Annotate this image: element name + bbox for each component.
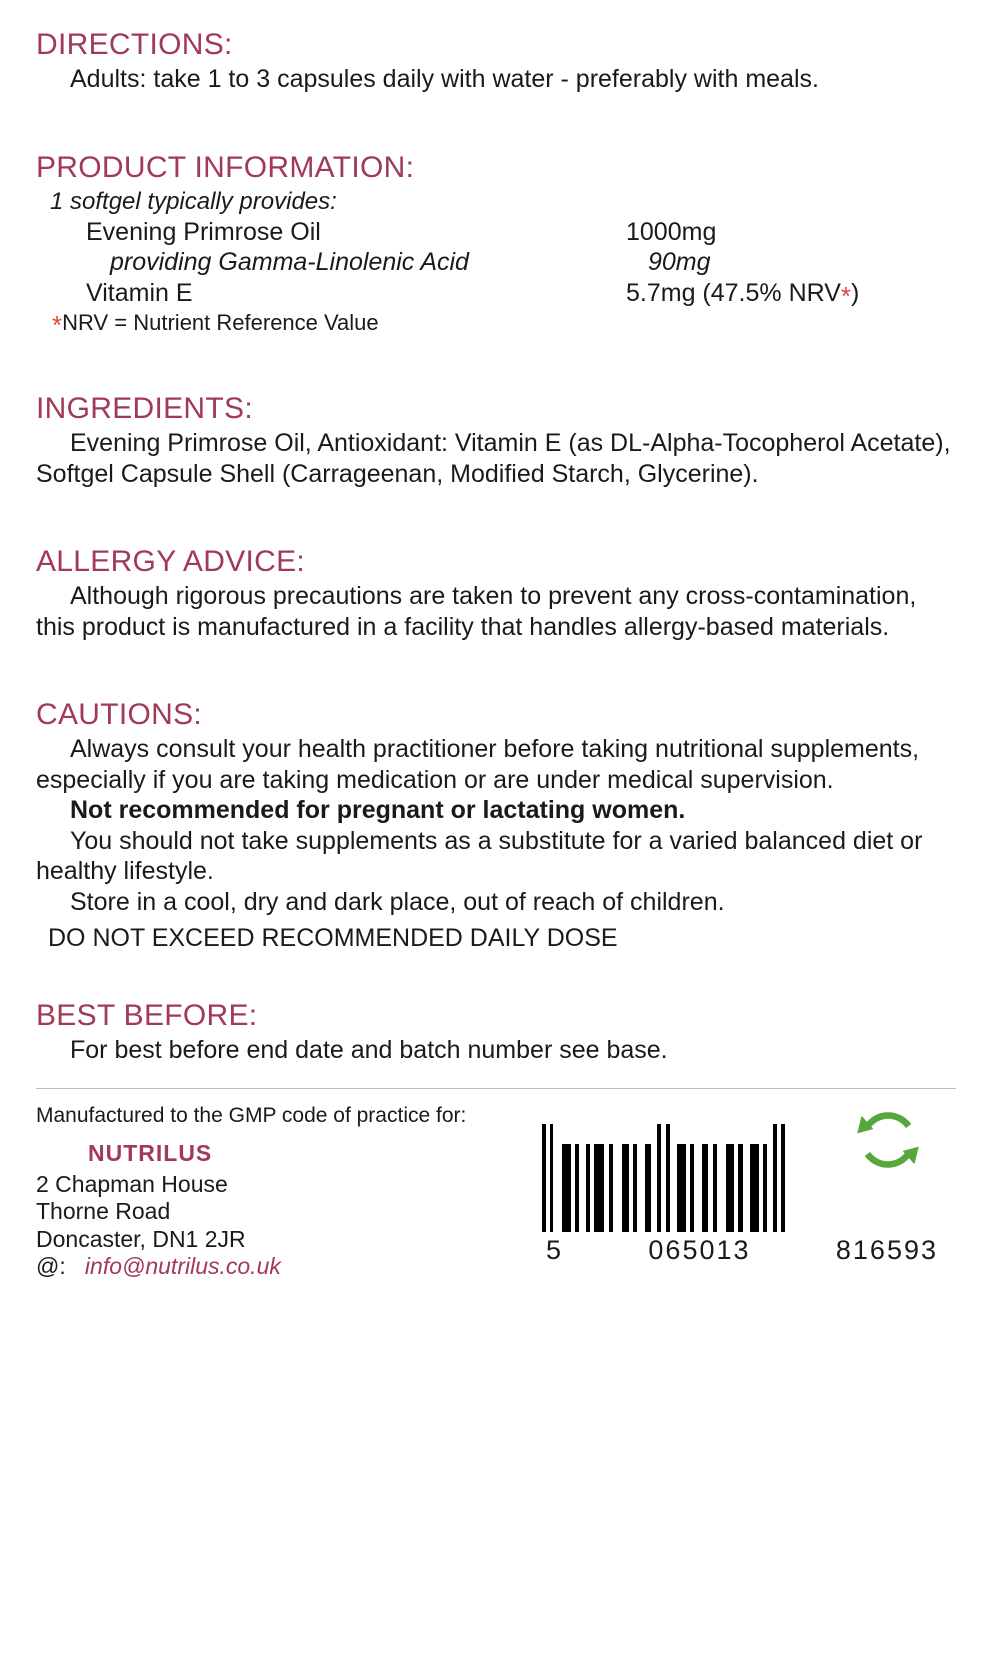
cautions-paragraph-3: Store in a cool, dry and dark place, out of reach of children. (70, 887, 725, 916)
cautions-heading: CAUTIONS: (36, 698, 203, 732)
barcode-bars (542, 1124, 942, 1232)
do-not-exceed-notice: DO NOT EXCEED RECOMMENDED DAILY DOSE (48, 924, 618, 953)
address-line-2: Thorne Road (36, 1198, 171, 1225)
address-line-3: Doncaster, DN1 2JR (36, 1225, 246, 1252)
product-information-lead: 1 softgel typically provides: (50, 187, 337, 215)
nutrient-amount-suffix: ) (851, 278, 860, 307)
barcode (542, 1124, 942, 1267)
spacer (36, 95, 956, 151)
table-row (36, 247, 956, 278)
best-before-text: For best before end date and batch number see base. (70, 1036, 668, 1065)
section-allergy-advice (36, 545, 956, 642)
asterisk-marker: * (840, 280, 852, 311)
table-row (36, 217, 956, 248)
email-address[interactable]: info@nutrilus.co.uk (84, 1253, 281, 1280)
barcode-lead-digit: 5 (546, 1234, 564, 1265)
product-information-heading: PRODUCT INFORMATION: (36, 150, 415, 184)
product-information-table (36, 217, 956, 309)
directions-text: Adults: take 1 to 3 capsules daily with water - preferably with meals. (70, 65, 819, 93)
nutrient-name: Evening Primrose Oil (86, 217, 321, 246)
barcode-digits (542, 1232, 942, 1267)
allergy-advice-heading: ALLERGY ADVICE: (36, 545, 306, 579)
nrv-footnote (52, 310, 956, 340)
footer-divider (36, 1088, 956, 1089)
nutrient-name: providing Gamma-Linolenic Acid (110, 248, 469, 276)
section-product-information (36, 150, 956, 340)
nutrient-amount: 1000mg (626, 217, 717, 246)
directions-heading: DIRECTIONS: (36, 28, 233, 61)
spacer (36, 642, 956, 698)
barcode-group-1: 065013 (648, 1234, 751, 1265)
nutrient-name: Vitamin E (86, 278, 193, 307)
address-line-1: 2 Chapman House (36, 1170, 228, 1197)
section-directions (36, 28, 956, 95)
nutrient-amount-value: 5.7mg (47.5% NRV (626, 278, 841, 307)
section-best-before (36, 999, 956, 1066)
ingredients-text: Evening Primrose Oil, Antioxidant: Vitamin E (as DL-Alpha-Tocopherol Acetate), Softgel Capsule Shell (Carrageenan, Modified Starch, Glycerine). (36, 429, 951, 488)
asterisk-marker: * (52, 310, 63, 340)
cautions-paragraph-1: Always consult your health practitioner before taking nutritional supplements, especially if you are taking medication or are under medical supervision. (36, 735, 920, 794)
nutrient-amount (626, 278, 956, 309)
cautions-bold-warning: Not recommended for pregnant or lactating women. (70, 796, 686, 825)
brand-name: NUTRILUS (88, 1139, 213, 1166)
footer (36, 1103, 956, 1281)
spacer (36, 489, 956, 545)
section-cautions (36, 698, 956, 953)
section-ingredients (36, 392, 956, 489)
ingredients-heading: INGREDIENTS: (36, 392, 253, 426)
cautions-paragraph-2: You should not take supplements as a substitute for a varied balanced diet or healthy lifestyle. (36, 826, 923, 886)
nrv-footnote-text: NRV = Nutrient Reference Value (62, 310, 379, 335)
gmp-line: Manufactured to the GMP code of practice for: (36, 1103, 467, 1127)
spacer (36, 336, 956, 392)
allergy-advice-text: Although rigorous precautions are taken to prevent any cross-contamination, this product is manufactured in a facility that handles allergy-based materials. (36, 582, 917, 641)
nutrient-amount: 90mg (648, 248, 711, 276)
email-prefix: @: (36, 1253, 66, 1280)
barcode-group-2: 816593 (835, 1234, 938, 1265)
table-row (36, 278, 956, 309)
best-before-heading: BEST BEFORE: (36, 999, 258, 1033)
spacer (36, 953, 956, 999)
